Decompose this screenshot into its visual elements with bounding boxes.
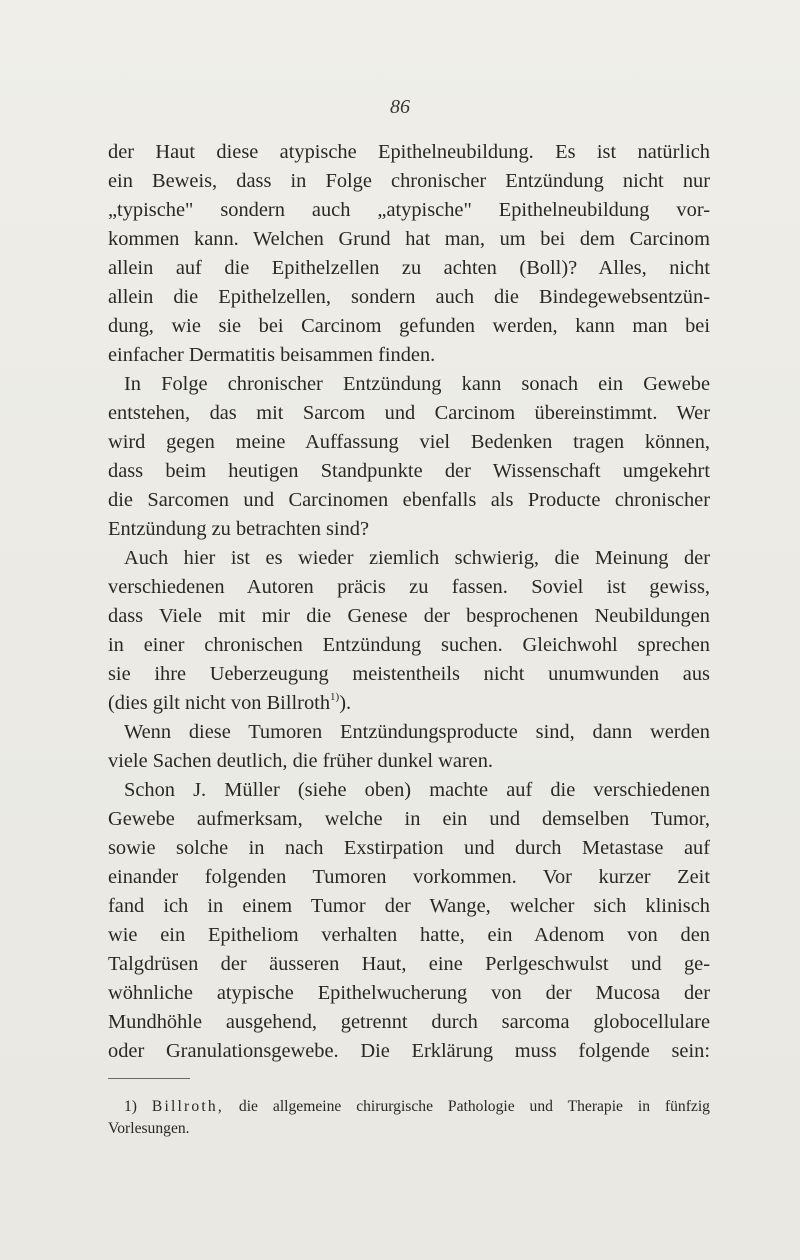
text-line-18: in einer chronischen Entzündung suchen. Gleichwohl sprechen: [108, 634, 710, 656]
text-line-20-tail: ).: [339, 692, 352, 714]
text-line-25: sowie solche in nach Exstirpation und durch Metastase auf: [108, 837, 710, 859]
text-line-31: Mundhöhle ausgehend, getrennt durch sarcoma globocellulare: [108, 1011, 710, 1033]
main-text: [108, 138, 710, 1066]
text-line-20-main: (dies gilt nicht von Billroth: [108, 692, 331, 714]
text-line-5: allein auf die Epithelzellen zu achten (Boll)? Alles, nicht: [108, 257, 710, 279]
text-line-8: einfacher Dermatitis beisammen finden.: [108, 344, 436, 366]
text-line-24: Gewebe aufmerksam, welche in ein und demselben Tumor,: [108, 808, 710, 830]
text-line-30: wöhnliche atypische Epithelwucherung von der Mucosa der: [108, 982, 710, 1004]
footnote-marker: 1): [124, 1098, 137, 1115]
text-line-1: der Haut diese atypische Epithelneubildung. Es ist natürlich: [108, 141, 710, 163]
page-number: 86: [390, 96, 410, 118]
text-line-27: fand ich in einem Tumor der Wange, welcher sich klinisch: [108, 895, 710, 917]
text-line-19: sie ihre Ueberzeugung meistentheils nicht unumwunden aus: [108, 663, 710, 685]
text-line-23: Schon J. Müller (siehe oben) machte auf die verschiedenen: [124, 779, 710, 801]
text-line-22: viele Sachen deutlich, die früher dunkel waren.: [108, 750, 494, 772]
text-line-9: In Folge chronischer Entzündung kann sonach ein Gewebe: [124, 373, 710, 395]
text-line-13: die Sarcomen und Carcinomen ebenfalls als Producte chronischer: [108, 489, 710, 511]
footnote-author: Billroth,: [151, 1098, 224, 1115]
text-line-14: Entzündung zu betrachten sind?: [108, 518, 370, 540]
text-line-3: „typische" sondern auch „atypische" Epithelneubildung vor-: [108, 199, 710, 221]
footnote-line-1-text: die allgemeine chirurgische Pathologie und Therapie in fünfzig: [238, 1098, 710, 1115]
text-line-32: oder Granulationsgewebe. Die Erklärung muss folgende sein:: [108, 1040, 710, 1062]
footnote: [108, 1096, 710, 1140]
footnote-reference: 1): [330, 691, 340, 703]
text-line-11: wird gegen meine Auffassung viel Bedenken tragen können,: [108, 431, 710, 453]
text-line-29: Talgdrüsen der äusseren Haut, eine Perlgeschwulst und ge-: [108, 953, 710, 975]
text-line-2: ein Beweis, dass in Folge chronischer Entzündung nicht nur: [108, 170, 710, 192]
footnote-divider: [108, 1078, 190, 1079]
text-line-15: Auch hier ist es wieder ziemlich schwierig, die Meinung der: [124, 547, 710, 569]
text-line-28: wie ein Epitheliom verhalten hatte, ein Adenom von den: [108, 924, 710, 946]
text-line-12: dass beim heutigen Standpunkte der Wissenschaft umgekehrt: [108, 460, 710, 482]
text-line-21: Wenn diese Tumoren Entzündungsproducte sind, dann werden: [124, 721, 710, 743]
text-line-20: [108, 689, 710, 718]
text-line-7: dung, wie sie bei Carcinom gefunden werden, kann man bei: [108, 315, 710, 337]
footnote-line-2: Vorlesungen.: [108, 1120, 190, 1137]
text-line-4: kommen kann. Welchen Grund hat man, um bei dem Carcinom: [108, 228, 710, 250]
text-line-10: entstehen, das mit Sarcom und Carcinom übereinstimmt. Wer: [108, 402, 710, 424]
footnote-line-1: [108, 1096, 710, 1118]
text-line-26: einander folgenden Tumoren vorkommen. Vor kurzer Zeit: [108, 866, 710, 888]
text-line-6: allein die Epithelzellen, sondern auch die Bindegewebsentzün-: [108, 286, 710, 308]
text-line-17: dass Viele mit mir die Genese der besprochenen Neubildungen: [108, 605, 710, 627]
text-line-16: verschiedenen Autoren präcis zu fassen. Soviel ist gewiss,: [108, 576, 710, 598]
